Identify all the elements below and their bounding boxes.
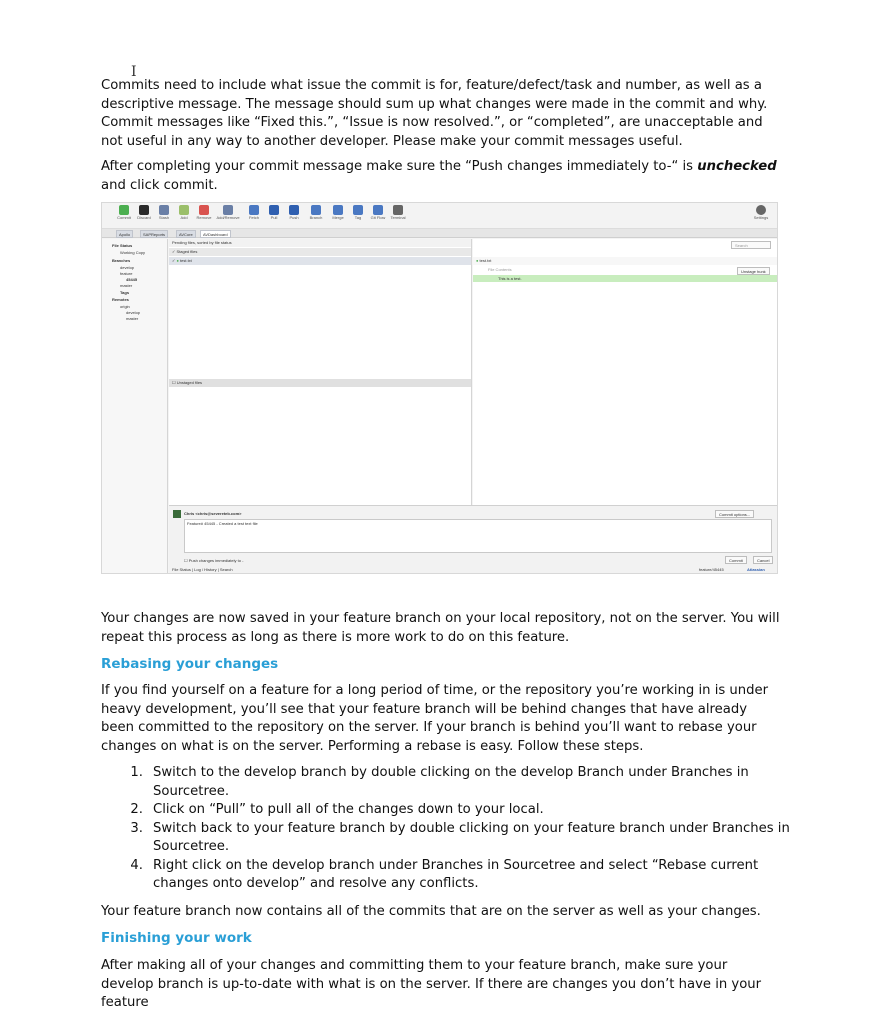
diff-pane [473, 239, 777, 505]
commit-message-field[interactable] [184, 519, 772, 553]
toolbar-label: Tag [354, 215, 362, 220]
files-pane [169, 239, 472, 505]
add-icon [179, 205, 189, 215]
push-icon [289, 205, 299, 215]
status-branch: feature/45445 [699, 567, 724, 572]
search-input[interactable]: Search [731, 241, 771, 249]
text-cursor-icon: I [131, 64, 137, 80]
sidebar-file-status[interactable]: File Status [112, 243, 133, 248]
commit-button[interactable]: Commit [725, 556, 747, 564]
tab-file-status[interactable]: File Status [172, 567, 191, 572]
settings-button[interactable] [748, 205, 774, 227]
unstage-hunk-button[interactable]: Unstage hunk [737, 267, 770, 275]
toolbar [102, 203, 777, 229]
list-item [101, 857, 791, 894]
list-number: 2. [130, 802, 143, 817]
push-checkbox[interactable]: ☐ Push changes immediately to - [184, 558, 244, 563]
list-number: 1. [130, 765, 143, 780]
sidebar [102, 239, 168, 573]
sidebar-branches[interactable]: Branches [112, 258, 131, 263]
commit-icon [119, 205, 129, 215]
staged-file-row[interactable]: ✓ ● test.txt [169, 257, 471, 265]
pull-icon [269, 205, 279, 215]
cancel-button[interactable]: Cancel [753, 556, 773, 564]
paragraph-commit-rules: Commits need to include what issue the commit is for, feature/defect/task and number, as well as a descriptive message. The message should sum up what changes were made in the commit and why. Commit messages like “Fixed this.”, “Issue is now resolved.”, or “completed”, are unacceptable and not useful in any way to another developer. Please make your commit messages useful. [101, 78, 768, 149]
branch-icon [311, 205, 321, 215]
file-added-icon: ● [176, 258, 179, 263]
toolbar-label: Remove [196, 215, 212, 220]
filter-bar [169, 239, 471, 247]
diff-hunk-header [473, 266, 777, 274]
toolbar-label: Terminal [390, 215, 406, 220]
terminal-icon [393, 205, 403, 215]
sidebar-remotes[interactable]: Remotes [112, 297, 129, 302]
tag-icon [353, 205, 363, 215]
toolbar-label: Git Flow [370, 215, 386, 220]
sidebar-tags[interactable]: Tags [120, 290, 130, 295]
gear-icon [756, 205, 766, 215]
tab-sapreports[interactable]: SAPReports [140, 230, 168, 238]
remove-button[interactable] [192, 205, 216, 227]
heading-finishing: Finishing your work [101, 930, 252, 946]
filter-label[interactable]: Pending files, sorted by file status [172, 240, 232, 245]
staged-label: Staged files [176, 249, 198, 254]
branch-button[interactable] [304, 205, 328, 227]
sidebar-working-copy[interactable]: Working Copy [120, 250, 146, 255]
tab-apollo[interactable]: Apollo [116, 230, 133, 238]
atlassian-logo: Atlassian [747, 567, 765, 572]
diff-file-name: test.txt [479, 258, 492, 263]
sidebar-origin[interactable]: origin [120, 304, 130, 309]
add-remove-icon [223, 205, 233, 215]
list-text: Switch to the develop branch by double clicking on the develop Branch under Branches in Sourcetree. [153, 765, 749, 799]
sidebar-origin-master[interactable]: master [126, 316, 139, 321]
sourcetree-screenshot [101, 202, 778, 574]
staged-file-name: test.txt [180, 258, 192, 263]
sidebar-branch-master[interactable]: master [120, 283, 133, 288]
list-item [101, 801, 791, 820]
sidebar-branch-develop[interactable]: develop [120, 265, 135, 270]
tab-avcore[interactable]: AVCore [176, 230, 196, 238]
list-item [101, 764, 791, 801]
list-text: Click on “Pull” to pull all of the changes down to your local. [153, 802, 544, 817]
emphasis-unchecked: unchecked [697, 159, 777, 174]
sidebar-branch-feature[interactable]: 45445 [126, 277, 138, 282]
repo-tabs [102, 229, 777, 238]
toolbar-label: Fetch [248, 215, 259, 220]
sidebar-folder-feature[interactable]: feature [120, 271, 133, 276]
list-item [101, 820, 791, 857]
toolbar-label: Add [180, 215, 188, 220]
unstaged-label: Unstaged files [176, 380, 203, 385]
paragraph-saved-changes: Your changes are now saved in your feature branch on your local repository, not on the server. You will repeat this process as long as there is more work to do on this feature. [101, 611, 780, 645]
diff-line-text: This is a test. [498, 276, 522, 281]
toolbar-label: Add/Remove [216, 215, 240, 220]
text-fragment: After completing your commit message make sure the “Push changes immediately to-“ is [101, 159, 698, 174]
rebase-steps-list [101, 764, 791, 894]
toolbar-label: Discard [137, 215, 151, 220]
commit-options-button[interactable]: Commit options... [715, 510, 754, 518]
tab-avdashboard[interactable]: AVDashboard [200, 230, 231, 238]
list-number: 3. [130, 820, 143, 836]
list-text: Switch back to your feature branch by double clicking on your feature branch under Branches in Sourcetree. [153, 820, 790, 854]
commit-author: Chris <chris@severeteb.com> [184, 511, 242, 516]
paragraph-feature-contains: Your feature branch now contains all of the commits that are on the server as well as your changes. [101, 904, 761, 919]
tab-log-history[interactable]: Log / History [194, 567, 217, 572]
paragraph-rebase-intro: If you find yourself on a feature for a long period of time, or the repository you’re working in is under heavy development, you’ll see that your feature branch will be behind changes that have already been committed to the repository on the server. If your branch is behind you’ll want to rebase your changes on what is on the server. Performing a rebase is easy. Follow these steps. [101, 683, 769, 754]
toolbar-label: Branch [309, 215, 323, 220]
fetch-icon [249, 205, 259, 215]
toolbar-label: Stash [158, 215, 170, 220]
toolbar-label: Push [289, 215, 299, 220]
heading-rebasing: Rebasing your changes [101, 656, 279, 672]
toolbar-label: Merge [332, 215, 344, 220]
diff-added-line [473, 275, 777, 282]
tab-search[interactable]: Search [219, 567, 233, 572]
remove-icon [199, 205, 209, 215]
stash-icon [159, 205, 169, 215]
diff-file-header [473, 257, 777, 265]
settings-label: Settings [753, 215, 769, 220]
commit-message-text: Feature# 45445 - Created a test text file [187, 521, 258, 526]
unstaged-header: ☐ Unstaged files [169, 379, 471, 387]
toolbar-label: Pull [270, 215, 278, 220]
text-fragment: and click commit. [101, 177, 218, 193]
sidebar-origin-develop[interactable]: develop [126, 310, 141, 315]
paragraph-finishing: After making all of your changes and committing them to your feature branch, make sure your develop branch is up-to-date with what is on the server. If there are changes you don’t have in your feature [101, 958, 762, 1010]
avatar [173, 510, 181, 518]
discard-icon [139, 205, 149, 215]
terminal-button[interactable] [386, 205, 410, 227]
list-text: Right click on the develop branch under Branches in Sourcetree and select “Rebase current changes onto develop” and resolve any conflicts. [153, 857, 759, 891]
push-button[interactable] [282, 205, 306, 227]
toolbar-label: Commit [117, 215, 131, 220]
paragraph-push-unchecked [101, 158, 781, 195]
staged-header: ✓ Staged files [169, 248, 471, 256]
file-added-icon: ● [476, 258, 479, 263]
commit-panel [169, 505, 777, 573]
add-remove-button[interactable] [216, 205, 240, 227]
push-checkbox-label: Push changes immediately to - [188, 558, 244, 563]
merge-icon [333, 205, 343, 215]
diff-hunk-label: File Contents [488, 267, 512, 272]
git-flow-icon [373, 205, 383, 215]
list-number: 4. [130, 857, 143, 873]
bottom-tabs: File Status | Log / History | Search [172, 567, 233, 572]
